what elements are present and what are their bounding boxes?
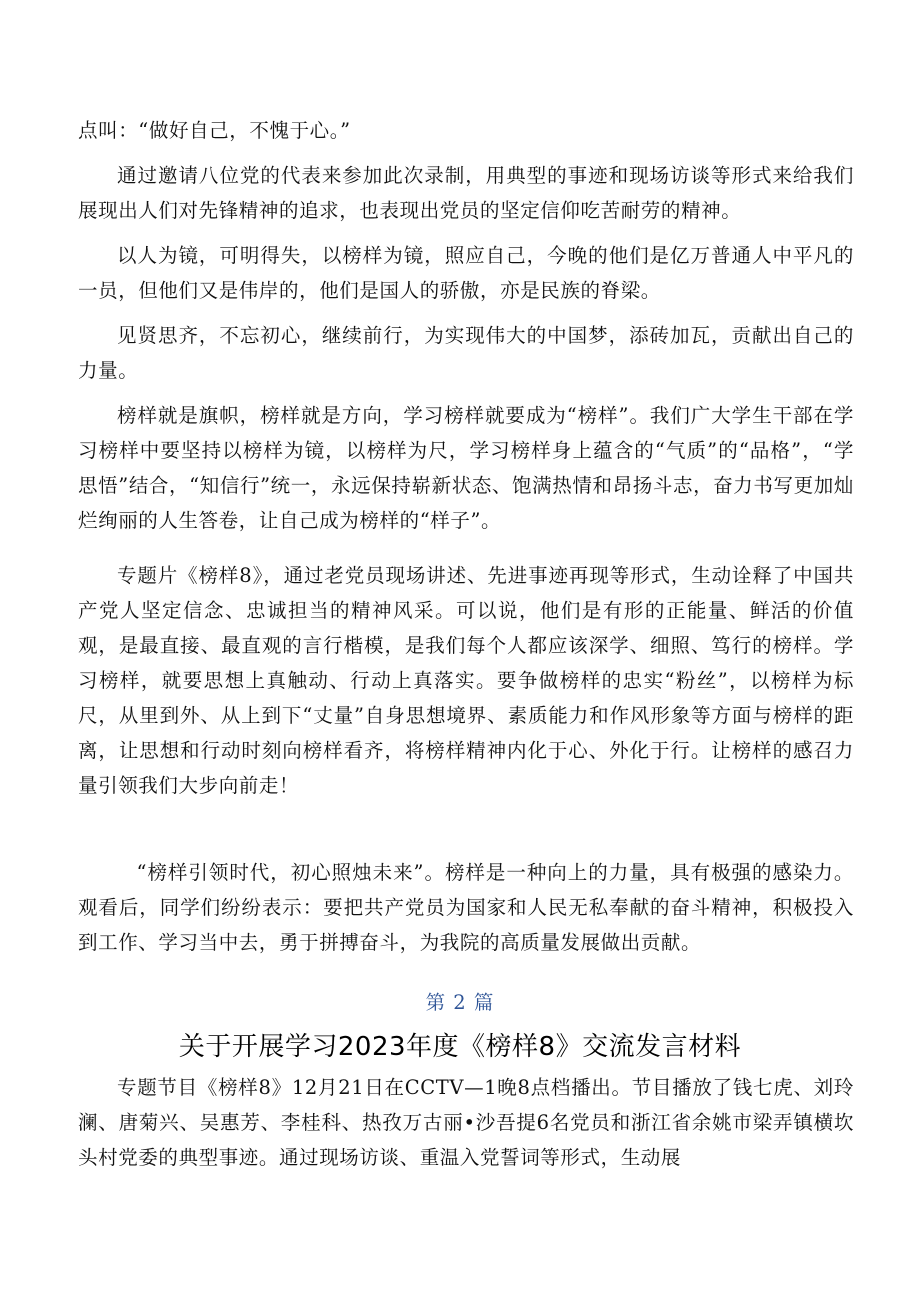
paragraph-2: 通过邀请八位党的代表来参加此次录制，用典型的事迹和现场访谈等形式来给我们展现出人们对先锋精神的追求，也表现出党员的坚定信仰吃苦耐劳的精神。 (78, 164, 854, 222)
paragraph-4: 见贤思齐，不忘初心，继续前行，为实现伟大的中国梦，添砖加瓦，贡献出自己的力量。 (78, 324, 854, 382)
document-title: 关于开展学习2023年度《榜样8》交流发言材料 (178, 1032, 742, 1062)
intro-paragraph: 专题节目《榜样8》12月21日在CCTV—1晚8点档播出。节目播放了钱七虎、刘玲澜、唐菊兴、吴惠芳、李桂科、热孜万古丽•沙吾提6名党员和浙江省余姚市梁弄镇横坎头村党委的典型事迹。通过现场访谈、重温入党誓词等形式，生动展 (78, 1076, 854, 1169)
paragraph-7: “榜样引领时代，初心照烛未来”。榜样是一种向上的力量，具有极强的感染力。观看后，同学们纷纷表示：要把共产党员为国家和人民无私奉献的奋斗精神，积极投入到工作、学习当中去，勇于拼搏奋斗，为我院的高质量发展做出贡献。 (78, 861, 854, 954)
paragraph-6: 专题片《榜样8》，通过老党员现场讲述、先进事迹再现等形式，生动诠释了中国共产党人坚定信念、忠诚担当的精神风采。可以说，他们是有形的正能量、鲜活的价值观，是最直接、最直观的言行楷模，是我们每个人都应该深学、细照、笃行的榜样。学习榜样，就要思想上真触动、行动上真落实。要争做榜样的忠实“粉丝”，以榜样为标尺，从里到外、从上到下“丈量”自身思想境界、素质能力和作风形象等方面与榜样的距离，让思想和行动时刻向榜样看齐，将榜样精神内化于心、外化于行。让榜样的感召力量引领我们大步向前走！ (78, 564, 854, 797)
paragraph-5: 榜样就是旗帜，榜样就是方向，学习榜样就要成为“榜样”。我们广大学生干部在学习榜样中要坚持以榜样为镜，以榜样为尺，学习榜样身上蕴含的“气质”的“品格”，“学思悟”结合，“知信行”统一，永远保持崭新状态、饱满热情和昂扬斗志，奋力书写更加灿烂绚丽的人生答卷，让自己成为榜样的“样子”。 (78, 404, 854, 532)
paragraph-1: 点叫：“做好自己，不愧于心。” (78, 119, 351, 142)
section-label: 第 2 篇 (425, 991, 495, 1014)
paragraph-3: 以人为镜，可明得失，以榜样为镜，照应自己，今晚的他们是亿万普通人中平凡的一员，但他们又是伟岸的，他们是国人的骄傲，亦是民族的脊梁。 (78, 244, 854, 302)
